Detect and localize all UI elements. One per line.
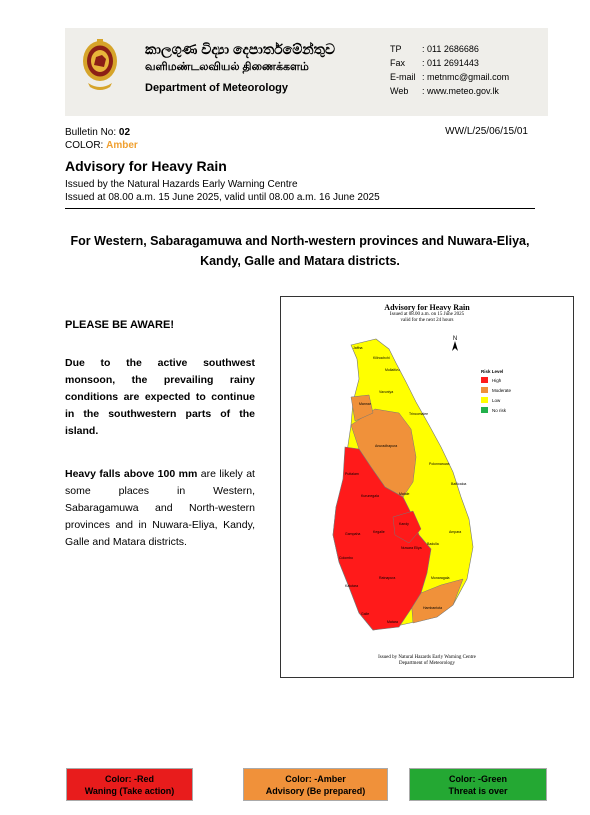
status-green-button[interactable] [409, 768, 547, 801]
risk-map [280, 296, 574, 678]
label-matara: Matara [387, 620, 398, 624]
bulletin-number: 02 [118, 127, 131, 138]
label-kalutara: Kalutara [345, 584, 359, 588]
sri-lanka-emblem-icon [80, 37, 120, 92]
bulletin-info [65, 126, 138, 152]
bulletin-label: Bulletin No: [65, 127, 119, 138]
label-ratnapura: Ratnapura [379, 576, 396, 580]
label-batticaloa: Batticaloa [451, 482, 467, 486]
map-footer-department: Department of Meteorology [398, 661, 456, 666]
aware-heading: PLEASE BE AWARE! [65, 319, 174, 331]
label-nuwara-eliya: Nuwara Eliya [401, 546, 422, 550]
status-green-line2: Threat is over [448, 786, 508, 796]
contact-email: E-mail : metnmc@gmail.com [390, 72, 510, 82]
issued-at: Issued at 08.00 a.m. 15 June 2025, valid until 08.00 a.m. 16 June 2025 [65, 192, 380, 203]
issued-by: Issued by the Natural Hazards Early Warning Centre [65, 179, 298, 190]
legend-item-high: High [481, 377, 511, 383]
color-value: Amber [106, 140, 138, 151]
map-legend [481, 369, 511, 417]
legend-swatch-no-risk [481, 407, 488, 413]
issue-info [65, 178, 380, 204]
sri-lanka-map [281, 297, 573, 677]
label-badulla: Badulla [427, 542, 439, 546]
label-mannar: Mannar [359, 402, 371, 406]
status-red-button[interactable] [66, 768, 193, 801]
label-mullaitivu: Mullaitivu [385, 368, 400, 372]
map-title: Advisory for Heavy Rain [384, 303, 470, 312]
contact-web: Web : www.meteo.gov.lk [390, 86, 499, 96]
label-kurunegala: Kurunegala [361, 494, 379, 498]
label-colombo: Colombo [339, 556, 354, 560]
north-arrow-icon [452, 336, 458, 351]
legend-swatch-moderate [481, 387, 488, 393]
organization-name [145, 40, 335, 97]
map-footer [281, 655, 573, 667]
heavy-falls-emphasis: Heavy falls above 100 mm [65, 468, 198, 480]
map-subtitle-1: Issued at 08.00 a.m. on 15 June 2025 [389, 312, 465, 317]
label-puttalam: Puttalam [345, 472, 359, 476]
label-kegalle: Kegalle [373, 530, 385, 534]
bulletin-reference: WW/L/25/06/15/01 [445, 126, 528, 137]
label-hambantota: Hambantota [423, 606, 443, 610]
label-jaffna: Jaffna [353, 346, 363, 350]
heavy-falls-rest: are likely at some places in Western, Sabaragamuwa and North-western provinces and in Nuwara-Eliya, Kandy, Galle and Matara districts. [65, 468, 255, 548]
status-red-line1: Color: -Red [105, 774, 154, 784]
status-amber-line2: Advisory (Be prepared) [265, 786, 366, 796]
legend-swatch-low [481, 397, 488, 403]
status-amber-line1: Color: -Amber [285, 774, 346, 784]
regions-heading: For Western, Sabaragamuwa and North-western provinces and Nuwara-Eliya, Kandy, Galle and Matara districts. [70, 234, 530, 268]
org-name-english: Department of Meteorology [145, 82, 289, 94]
legend-item-no-risk: No risk [481, 407, 511, 413]
legend-item-moderate: Moderate [481, 387, 511, 393]
contact-block [390, 42, 509, 98]
heavy-falls-paragraph [65, 466, 255, 551]
status-green-line1: Color: -Green [448, 774, 507, 784]
label-gampaha: Gampaha [345, 532, 361, 536]
status-red-line2: Waning (Take action) [84, 786, 175, 796]
legend-title: Risk Level [481, 369, 504, 374]
color-label: COLOR: [65, 140, 107, 151]
contact-tp: TP : 011 2686686 [390, 44, 479, 54]
map-footer-issuer: Issued by Natural Hazards Early Warning Centre [378, 655, 476, 660]
north-label: N [452, 336, 458, 342]
label-trincomalee: Trincomalee [409, 412, 429, 416]
legend-item-low: Low [481, 397, 511, 403]
label-vavuniya: Vavuniya [379, 390, 394, 394]
map-subtitle-2: valid for the next 24 hours [400, 318, 454, 323]
label-polonnaruwa: Polonnaruwa [429, 462, 450, 466]
label-galle: Galle [361, 612, 370, 616]
divider [65, 208, 535, 209]
org-name-sinhala: කාලගුණ විද්‍යා දෙපාර්තමේන්තුව [145, 41, 336, 57]
advisory-title: Advisory for Heavy Rain [65, 158, 227, 174]
label-anuradhapura: Anuradhapura [375, 444, 398, 448]
label-kandy: Kandy [399, 522, 409, 526]
status-amber-button[interactable] [243, 768, 388, 801]
label-matale: Matale [399, 492, 410, 496]
label-monaragala: Monaragala [431, 576, 450, 580]
org-name-tamil: வளிமண்டலவியல் திணைக்களம் [145, 61, 309, 73]
monsoon-paragraph: Due to the active southwest monsoon, the prevailing rainy conditions are expected to continue in the southwestern parts of the island. [65, 357, 255, 437]
legend-swatch-high [481, 377, 488, 383]
label-ampara: Ampara [449, 530, 462, 534]
label-kilinochchi: Kilinochchi [373, 356, 390, 360]
contact-fax: Fax : 011 2691443 [390, 58, 479, 68]
